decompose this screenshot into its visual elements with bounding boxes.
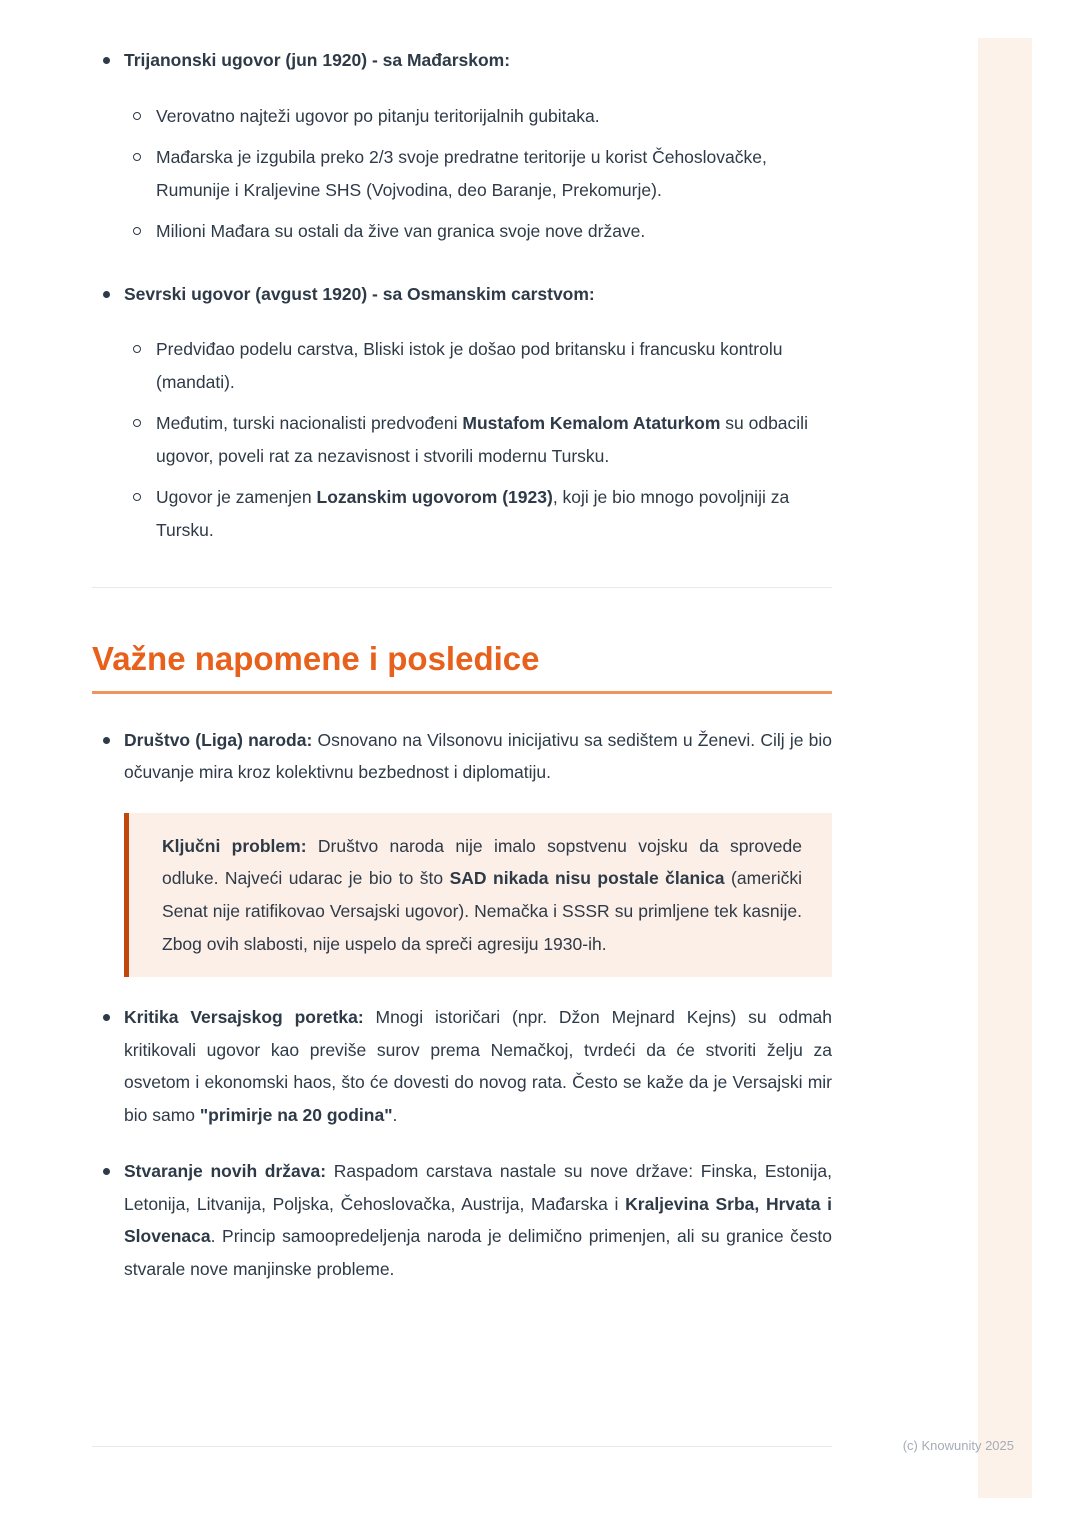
treaty-item-trianon [92,44,832,248]
treaty-point [124,141,832,206]
footer-divider [92,1446,832,1447]
section-divider [92,587,832,588]
treaty-point-text: Ugovor je zamenjen Lozanskim ugovorom (1923), koji je bio mnogo povoljniji za Tursku. [156,487,790,541]
treaty-point-text: Međutim, turski nacionalisti predvođeni Mustafom Kemalom Ataturkom su odbacili ugovor, poveli rat za nezavisnost i stvorili modernu Tursku. [156,413,808,466]
treaty-point [124,215,832,248]
treaty-title: Sevrski ugovor (avgust 1920) - sa Osmanskim carstvom: [124,283,595,304]
treaty-point-text: Milioni Mađara su ostali da žive van granica svoje nove države. [156,221,646,242]
section-heading: Važne napomene i posledice [92,639,540,677]
treaty-title: Trijanonski ugovor (jun 1920) - sa Mađarskom: [124,50,511,70]
heading-underline [92,691,832,694]
treaty-item-sevres [92,278,832,547]
notes-list [92,724,832,1286]
callout-text: Ključni problem: Društvo naroda nije imalo sopstvenu vojsku da sprovede odluke. Najveći udarac je bio to što SAD nikada nisu postale članica (američki Senat nije ratifikovao Versajski ugovor). Nemačka i SSSR su primljene tek kasnije. Zbog ovih slabosti, nije uspelo da spreči agresiju 1930-ih. [162,835,802,954]
sub-bullet-icon [133,345,141,353]
note-text: Kritika Versajskog poretka: Mnogi istoričari (npr. Džon Mejnard Kejns) su odmah kritikovali ugovor kao previše surov prema Nemačkoj, tvrdeći da će stvoriti želju za osvetom i ekonomski haos, što će dovesti do novog rata. Često se kaže da je Versajski mir bio samo "primirje na 20 godina". [124,1007,833,1125]
sub-bullet-icon [133,153,141,161]
page-edge-strip [978,38,1032,1498]
bullet-icon [103,57,110,64]
treaty-points-list [124,100,832,248]
sub-bullet-icon [133,227,141,235]
treaty-points-list [124,333,832,546]
document-content [92,44,832,1309]
treaty-point [124,481,832,546]
treaties-list [92,44,832,547]
key-problem-callout [124,813,832,977]
treaty-point-text: Mađarska je izgubila preko 2/3 svoje predratne teritorije u korist Čehoslovačke, Rumunije i Kraljevine SHS (Vojvodina, deo Baranje, Prekomurje). [156,147,767,200]
bullet-icon [103,1014,110,1021]
bullet-icon [103,291,110,298]
bullet-icon [103,737,110,744]
note-item-new-states [92,1155,832,1285]
treaty-point-text: Verovatno najteži ugovor po pitanju teritorijalnih gubitaka. [156,105,600,126]
treaty-point-text: Predviđao podelu carstva, Bliski istok je došao pod britansku i francusku kontrolu (mandati). [156,339,783,392]
sub-bullet-icon [133,112,141,120]
note-item-critique [92,1001,832,1131]
copyright-text: (c) Knowunity 2025 [902,1438,1014,1453]
note-text: Društvo (Liga) naroda: Osnovano na Vilsonovu inicijativu sa sedištem u Ženevi. Cilj je bio očuvanje mira kroz kolektivnu bezbednost i diplomatiju. [124,729,832,783]
treaty-point [124,407,832,472]
treaty-point [124,333,832,398]
bullet-icon [103,1168,110,1175]
treaty-point [124,100,832,133]
sub-bullet-icon [133,419,141,427]
sub-bullet-icon [133,493,141,501]
note-item-league-of-nations [92,724,832,977]
note-text: Stvaranje novih država: Raspadom carstava nastale su nove države: Finska, Estonija, Letonija, Litvanija, Poljska, Čehoslovačka, Austrija, Mađarska i Kraljevina Srba, Hrvata i Slovenaca. Princip samoopredeljenja naroda je delimično primenjen, ali su granice često stvarale nove manjinske probleme. [124,1161,832,1279]
